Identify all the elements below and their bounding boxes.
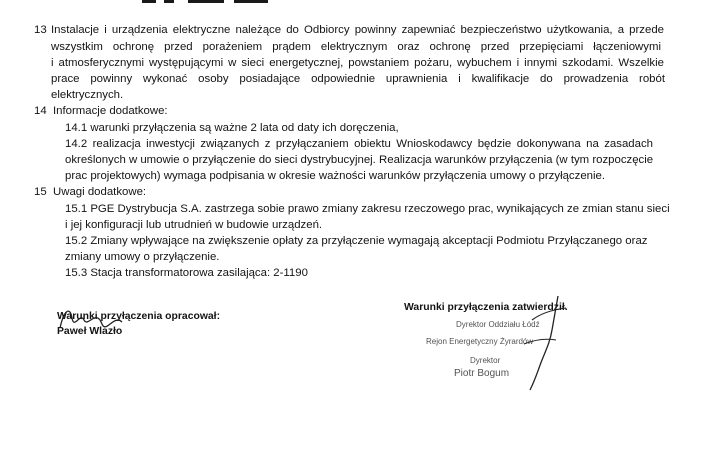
item-14-2-line: prac projektowych) wymaga podpisania w okresie ważności warunków przyłączenia umowy o przyłączenie.	[65, 170, 606, 182]
official-stamp-line: Dyrektor Oddziału Łódź	[456, 320, 540, 329]
item-13-line: Instalacje i urządzenia elektryczne należące do Odbiorcy powinny zapewniać bezpieczeństwo użytkowania, a przede	[51, 24, 664, 36]
item-15-heading: Uwagi dodatkowe:	[53, 186, 147, 198]
item-15-2-line: zmiany umowy o przyłączenie.	[65, 251, 220, 263]
right-signature-title: Warunki przyłączenia zatwierdził.	[404, 302, 568, 313]
item-15-1-line: 15.1 PGE Dystrybucja S.A. zastrzega sobie prawo zmiany zakresu rzeczowego prac, wynikających ze zmian stanu sieci	[65, 203, 670, 215]
item-15-1-line: i jej konfiguracji lub utrudnień w budowie urządzeń.	[65, 219, 323, 231]
item-13-line: prace powinny wykonać osoby posiadające odpowiednie uprawnienia i kwalifikacje do prowadzenia robót	[51, 73, 665, 85]
item-13-line: wszystkim ochronę przed porażeniem prądem elektrycznym oraz ochronę przed przepięciami łączeniowymi	[51, 41, 661, 53]
item-15-2-line: 15.2 Zmiany wpływające na zwiększenie opłaty za przyłączenie wymagają akceptacji Podmiotu Przyłączanego oraz	[65, 235, 648, 247]
item-13-line: elektrycznych.	[51, 89, 124, 101]
item-14-heading: Informacje dodatkowe:	[53, 105, 168, 117]
item-13-line: i atmosferycznymi występującymi w sieci energetycznej, powstaniem pożaru, wybuchem i innymi szkodami. Wszelkie	[51, 57, 664, 69]
stamp-role: Dyrektor	[470, 356, 501, 365]
official-stamp-line: Rejon Energetyczny Żyrardów	[426, 337, 534, 346]
left-signature-name: Paweł Wlazło	[57, 326, 123, 337]
item-13-number: 13	[34, 24, 47, 36]
item-14-1-line: 14.1 warunki przyłączenia są ważne 2 lata od daty ich doręczenia,	[65, 122, 399, 134]
item-15-number: 15	[34, 186, 47, 198]
item-15-3-line: 15.3 Stacja transformatorowa zasilająca: 2-1190	[65, 267, 308, 279]
left-signature-title: Warunki przyłączenia opracował:	[57, 311, 221, 322]
stamp-name: Piotr Bogum	[454, 368, 510, 379]
item-14-number: 14	[34, 105, 47, 117]
item-14-2-line: określonych w umowie o przyłączenie do sieci dystrybucyjnej. Realizacja warunków przyłączenia (w tym rozpoczęcie	[65, 154, 654, 166]
right-handwritten-signature	[510, 290, 580, 400]
left-handwritten-signature	[50, 300, 130, 340]
cropped-header-fragment	[142, 0, 270, 6]
item-14-2-line: 14.2 realizacja inwestycji związanych z przyłączaniem obiektu Wnioskodawcy będzie dokonywana na zasadach	[65, 138, 653, 150]
